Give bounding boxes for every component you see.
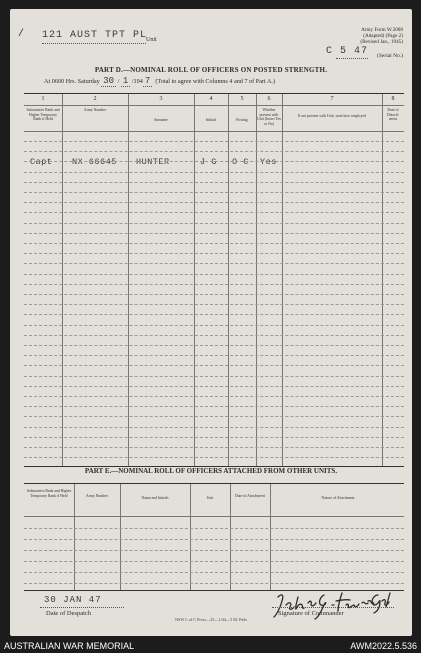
ruled-line bbox=[24, 274, 404, 275]
ruled-line bbox=[24, 376, 404, 377]
unit-underline bbox=[42, 43, 146, 44]
column-header-unit: Unit bbox=[206, 496, 214, 500]
ruled-line bbox=[24, 141, 404, 142]
ruled-line bbox=[24, 172, 404, 173]
column-divider bbox=[282, 94, 283, 466]
serial-number: C 5 47 bbox=[325, 46, 368, 57]
column-header-attachment-nature: Nature of Attachment bbox=[321, 496, 355, 500]
column-header-initials: Initials bbox=[205, 118, 217, 122]
ruled-line bbox=[24, 325, 404, 326]
ruled-line bbox=[24, 161, 404, 162]
ruled-line bbox=[24, 253, 404, 254]
ruled-line bbox=[24, 263, 404, 264]
entry-present: Yes bbox=[260, 157, 277, 167]
ruled-line bbox=[24, 528, 404, 529]
despatch-date-label: Date of Despatch bbox=[46, 610, 92, 617]
column-number: 2 bbox=[93, 96, 97, 102]
form-id-line: (Revised Jan., 1945) bbox=[360, 39, 403, 46]
form-id-line: Army Form W.3008 bbox=[361, 27, 403, 33]
column-divider bbox=[382, 94, 383, 466]
ruled-line bbox=[24, 427, 404, 428]
ruled-line bbox=[24, 406, 404, 407]
column-divider bbox=[190, 484, 191, 590]
column-header-army-number: Army Number bbox=[83, 108, 107, 112]
roll-month: 1 bbox=[122, 76, 129, 86]
despatch-date-value: 30 JAN 47 bbox=[44, 595, 102, 605]
unit-label: Unit bbox=[146, 37, 157, 43]
ruled-line bbox=[24, 151, 404, 152]
column-number: 6 bbox=[267, 96, 271, 102]
header-rule bbox=[24, 516, 404, 517]
archive-reference: AWM2022.5.536 bbox=[350, 641, 417, 651]
column-header-detachment-date: Date of Detach- ment bbox=[386, 108, 399, 122]
signature-label: Signature of Commander bbox=[278, 610, 344, 617]
column-number: 5 bbox=[240, 96, 244, 102]
unit-value: 121 AUST TPT PL bbox=[42, 30, 148, 41]
ruled-line bbox=[24, 294, 404, 295]
column-header-present: Whether present with Unit (Insert Yes or No) bbox=[257, 108, 281, 126]
form-page bbox=[10, 9, 412, 636]
archive-caption: AUSTRALIAN WAR MEMORIAL bbox=[4, 641, 135, 651]
entry-rank: Capt bbox=[30, 157, 53, 167]
column-header-attachment-date: Date of Attachment bbox=[235, 494, 265, 498]
signature-underline bbox=[272, 607, 394, 608]
column-header-rank: Substantive Rank and Higher Temporary Rank if Held bbox=[26, 108, 60, 122]
part-e-title: PART E.—NOMINAL ROLL OF OFFICERS ATTACHED FROM OTHER UNITS. bbox=[84, 467, 338, 475]
ruled-line bbox=[24, 447, 404, 448]
ruled-line bbox=[24, 212, 404, 213]
column-number: 1 bbox=[41, 96, 45, 102]
ruled-line bbox=[24, 550, 404, 551]
column-number: 4 bbox=[209, 96, 213, 102]
column-divider bbox=[74, 484, 75, 590]
ruled-line bbox=[24, 396, 404, 397]
form-identifier bbox=[360, 27, 403, 46]
column-header-name: Name and Initials bbox=[141, 496, 169, 500]
column-number: 7 bbox=[330, 96, 334, 102]
part-d-title: PART D.—NOMINAL ROLL OF OFFICERS ON POSTED STRENGTH. bbox=[94, 66, 328, 74]
ruled-line bbox=[24, 243, 404, 244]
officers-posted-table bbox=[24, 93, 404, 467]
column-header-rank: Substantive Rank and Higher Temporary Rank if Held bbox=[26, 489, 72, 498]
ruled-line bbox=[24, 539, 404, 540]
roll-date-line: At 0600 Hrs. Saturday 30 / 1 /194 7 (Total to agree with Columns 4 and 7 of Part A.) bbox=[44, 76, 276, 86]
officers-attached-table bbox=[24, 483, 404, 591]
column-divider bbox=[194, 94, 195, 466]
ruled-line bbox=[24, 572, 404, 573]
column-divider bbox=[256, 94, 257, 466]
ruled-line bbox=[24, 437, 404, 438]
column-divider bbox=[230, 484, 231, 590]
column-header-army-number: Army Number bbox=[85, 494, 109, 498]
printer-imprint: NSW L of C Press—25—1/44—5 M. Pads bbox=[174, 617, 247, 622]
ruled-line bbox=[24, 223, 404, 224]
column-header-surname: Surname bbox=[154, 118, 168, 122]
serial-label: (Serial No.) bbox=[377, 53, 403, 59]
column-divider bbox=[62, 94, 63, 466]
column-header-employment: If not present with Unit, state how employed bbox=[298, 114, 366, 118]
ruled-line bbox=[24, 284, 404, 285]
serial-underline bbox=[336, 58, 368, 59]
column-divider bbox=[120, 484, 121, 590]
roll-day: 30 bbox=[103, 76, 115, 86]
ruled-line bbox=[24, 583, 404, 584]
ruled-line bbox=[24, 416, 404, 417]
column-number: 3 bbox=[159, 96, 163, 102]
ruled-line bbox=[24, 182, 404, 183]
column-header-posting: Posting bbox=[236, 118, 248, 122]
column-divider bbox=[228, 94, 229, 466]
roll-year-digit: 7 bbox=[144, 76, 151, 86]
ruled-line bbox=[24, 304, 404, 305]
ruled-line bbox=[24, 233, 404, 234]
entry-initials: J G bbox=[200, 157, 217, 167]
roll-time-label: At 0600 Hrs. Saturday bbox=[44, 78, 100, 85]
ruled-line bbox=[24, 365, 404, 366]
entry-surname: HUNTER bbox=[136, 157, 170, 167]
column-divider bbox=[270, 484, 271, 590]
despatch-date-underline bbox=[40, 607, 124, 608]
ruled-line bbox=[24, 457, 404, 458]
ruled-line bbox=[24, 561, 404, 562]
header-rule bbox=[24, 105, 404, 106]
header-rule bbox=[24, 131, 404, 132]
ruled-line bbox=[24, 202, 404, 203]
ruled-line bbox=[24, 355, 404, 356]
ruled-line bbox=[24, 335, 404, 336]
roll-total-note: (Total to agree with Columns 4 and 7 of Part A.) bbox=[155, 78, 276, 85]
ruled-line bbox=[24, 192, 404, 193]
column-divider bbox=[128, 94, 129, 466]
ruled-line bbox=[24, 314, 404, 315]
form-id-line: (Adapted) (Page 2) bbox=[363, 33, 403, 40]
entry-posting: O C bbox=[232, 157, 249, 167]
ruled-line bbox=[24, 345, 404, 346]
corner-mark: / bbox=[18, 29, 25, 40]
ruled-line bbox=[24, 386, 404, 387]
entry-army-number: NX 66645 bbox=[72, 157, 117, 167]
column-number: 8 bbox=[391, 96, 395, 102]
roll-year-prefix: /194 bbox=[131, 78, 143, 85]
